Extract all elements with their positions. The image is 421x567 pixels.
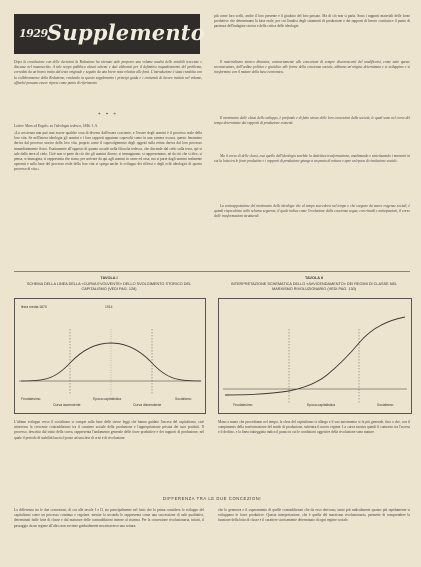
xlabel: Epoca capitalistica [307, 403, 336, 407]
right-column [214, 14, 410, 274]
figure-frame [14, 298, 206, 414]
right-paragraph: più come loro scelti, anche il loro presente e il giudizio del loro passato. Ma di ciò non si parla. Sono i rapporti materiali delle forze produttive che determinano la base reale, per cui l'analisi degli strumenti di produzione e dei rapporti di lavoro costituisce il punto di partenza dell'indagine storica e della critica delle ideologie. [214, 14, 410, 29]
xlabel: Feudalesimo [21, 397, 41, 401]
bottom-section-right: che lo generava e il superamento di quelle contraddizioni che da esso derivano, tanto più radicalmente quanto più rapidamente si sviluppano le forze produttive. Questa interpretazione, che è quella del marxismo rivoluzionario, permette di comprendere la funzione della lotta di classe e il carattere storicamente determinato di ogni regime sociale. [218, 508, 410, 523]
section-separator: * * * [98, 113, 118, 118]
figure-caption: INTERPRETAZIONE SCHEMATICA DELLO «AVVICENDAMENTO» DEI REGIMI DI CLASSE NEL MARXISMO RIVOLUZIONARIO (VEDI PAG. 130) [230, 282, 398, 291]
figure-label: TAVOLA II [304, 276, 324, 280]
section-title: DIFFERENZA TRA LE DUE CONCEZIONI [162, 496, 262, 501]
bottom-section-left: La differenza tra le due concezioni, di cui alle tavole I e II, sta principalmente nel fatto che la prima considera lo sviluppo del capitalismo come un processo continuo e regolare, mentre la seconda lo rappresenta come una successione di salti qualitativi, determinati dalle lotte di classe e dal maturare delle contraddizioni interne al sistema. Per la concezione rivoluzionaria, infatti, il passaggio da un regime all'altro non avviene gradualmente ma attraverso una rottura. [14, 508, 204, 528]
figure-frame [218, 298, 412, 414]
annotation-right: 1914 [105, 305, 113, 309]
curve-diagram-1 [15, 299, 205, 413]
right-paragraph: La contrapposizione del movimento delle ideologie che al tempo succedersi nel tempo e che sorgono da nuove esigenze sociali, è quindi rispecchiata nello schema seguente, il quale indica come l'evoluzione della coscienza segua, con ritardi e anticipazioni, il corso delle trasformazioni strutturali. [214, 204, 410, 219]
curve-diagram-2 [219, 299, 411, 413]
figure-label: TAVOLA I [100, 276, 118, 280]
right-paragraph: Ma il corso di delle classi, essi quello dell'ideologia sarebbe la dialettica trasformazione, analizzando e sintetizzando i momenti in cui la lotta tra le forze produttive e i rapporti di produzione giunge a un punto di rottura e apre un'epoca di rivoluzione sociale. [214, 154, 410, 164]
bottom-right-paragraph: Mano a mano che procediamo nel tempo, la sfera del capitalismo si allarga e il suo movimento si fa più generale, fino a che, con il compimento della trasformazione del modo di produzione, subentra il nuovo regime. La curva mostra quindi il contrasto tra l'ascesa e il declino, e la linea tratteggiata indica il punto in cui le condizioni oggettive della rivoluzione sono mature. [218, 420, 410, 435]
ascending-curve [225, 317, 405, 395]
xlabel: Curva ascendente [53, 403, 81, 407]
quote-text: «La coscienza non può mai essere qualche cosa di diverso dall'essere cosciente, e l'essere degli uomini è il processo reale della loro vita. Se nell'intera ideologia gli uomini e i loro rapporti appaiono capovolti come in una camera oscura, questo fenomeno deriva dal processo storico della loro vita, proprio come il capovolgimento degli oggetti sulla retina deriva dal loro processo immediatamente fisico. Esattamente all'opposto di quanto accade nella filosofia tedesca, che discende dal cielo sulla terra, qui si sale dalla terra al cielo. Cioè non si parte da ciò che gli uomini dicono, si immaginano, si rappresentano, né da ciò che si dice, si pensa, si immagina, si rappresenta che siano, per arrivare da qui agli uomini in carne ed ossa; ma si parte dagli uomini realmente operanti e sulla base del processo reale della loro vita si spiega anche lo sviluppo dei riflessi e degli echi ideologici di questo processo di vita.» [14, 131, 202, 172]
quote-heading: Lettere Marx ed Engels: su l'ideologia tedesca, 1846. I. A. [14, 124, 98, 128]
divider [14, 271, 410, 272]
xlabel: Socialismo [175, 397, 192, 401]
figure-caption: SCHEMA DELLA LINEA DELLA «CURVA EVOLVENTE» DELLO SVOLGIMENTO STORICO DEL CAPITALISMO (VEDI PAG. 128) [26, 282, 192, 291]
xlabel: Epoca capitalistica [93, 397, 122, 401]
intro-paragraph: Dopo la conclusione con delle decisioni la Redazione ha ritenuto utile proporre una volume analisi delle notabili tracciate e discusse nel manoscritto. A tale scopo pubblica alcuni schemi e dati elaborati per il definitivo inquadramento del problema, corredati da un brano tratto dal testo originale e seguito da una breve nota relativa alle fonti. L'introduzione è stata condotta con la collaborazione della Redazione, rendendo in questo supplemento i principi guida e i contenuti di lavoro trattati nel volume, affinché possano essere ripresi come punto di riferimento. [14, 60, 202, 85]
figure-tavola-1 [14, 276, 204, 414]
right-paragraph: Il materialismo storico dimostra, contrariamente alle concezioni di sempre disconoscenti del modificarsi, come tutte queste sovrastrutture, dall'ordine politico e giuridico alle forme della coscienza sociale, abbiano un'origine determinata e si sviluppino e si trasformino con il mutare della base economica. [214, 60, 410, 75]
bottom-left-paragraph: L'ultimo sviluppo verso il socialismo si compie sulla base delle stesse leggi che hanno guidato l'ascesa del capitalismo, cioè attraverso la crescente contraddizione tra il carattere sociale della produzione e l'appropriazione privata dei suoi prodotti. Il processo, descritto dal tratto della curva, rappresenta l'andamento generale delle forze produttive e dei rapporti di produzione, nel quale il periodo di stabilità lascia il posto ad una fase di crisi e di rivoluzione. [14, 420, 204, 440]
annotation-left: linea media 1870 [21, 305, 47, 309]
figure-tavola-2 [218, 276, 410, 414]
masthead [14, 14, 205, 54]
masthead-year: 1929 [19, 27, 48, 40]
xlabel: Feudalesimo [233, 403, 253, 407]
masthead-title: Supplemento [47, 20, 205, 45]
xlabel: Socialismo [377, 403, 394, 407]
xlabel: Curva discendente [133, 403, 162, 407]
right-paragraph: Il movimento delle classi dello sviluppo, è profondo e di fatto stesso delle loro concezioni della società, le quali sono nel corso del tempo determinate dai rapporti di produzione esistenti. [214, 116, 410, 126]
